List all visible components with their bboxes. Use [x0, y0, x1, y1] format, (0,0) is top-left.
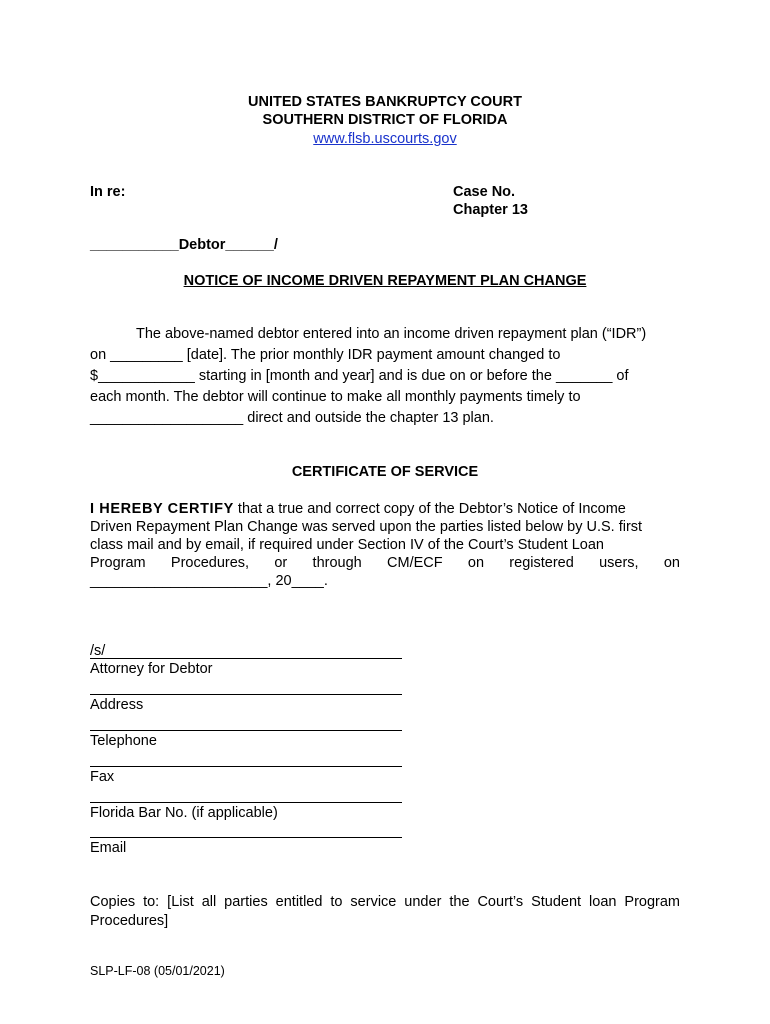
- telephone-label: Telephone: [90, 733, 157, 749]
- email-label: Email: [90, 840, 127, 856]
- fax-label: Fax: [90, 769, 115, 785]
- signature-line: [90, 658, 402, 659]
- debtor-line: ___________Debtor______/: [90, 237, 278, 253]
- certify-lead: I HEREBY CERTIFY: [90, 501, 234, 517]
- certificate-line: [90, 500, 680, 518]
- copies-block: [90, 893, 680, 931]
- email-line: [90, 837, 402, 838]
- notice-line: ___________________ direct and outside the chapter 13 plan.: [90, 410, 494, 426]
- telephone-line: [90, 730, 402, 731]
- chapter-label: Chapter 13: [453, 202, 528, 218]
- certificate-line: ______________________, 20____.: [90, 573, 328, 589]
- certificate-line: class mail and by email, if required under Section IV of the Court’s Student Loan: [90, 537, 604, 553]
- address-line: [90, 694, 402, 695]
- bar-no-line: [90, 802, 402, 803]
- notice-line: $____________ starting in [month and year] and is due on or before the _______ of: [90, 368, 629, 384]
- signature-s: /s/: [90, 643, 106, 659]
- certificate-heading: CERTIFICATE OF SERVICE: [291, 464, 479, 480]
- certificate-line: Program Procedures, or through CM/ECF on registered users, on: [90, 555, 680, 571]
- court-website-link[interactable]: www.flsb.uscourts.gov: [313, 131, 457, 147]
- copies-line: Copies to: [List all parties entitled to service under the Court’s Student loan Program: [90, 894, 680, 910]
- notice-body: [90, 324, 680, 429]
- notice-title: [0, 273, 770, 289]
- district-name: SOUTHERN DISTRICT OF FLORIDA: [262, 112, 508, 128]
- in-re-label: In re:: [90, 184, 126, 200]
- attorney-label: Attorney for Debtor: [90, 661, 213, 677]
- notice-title-text: NOTICE OF INCOME DRIVEN REPAYMENT PLAN CHANGE: [183, 273, 587, 289]
- copies-line: Procedures]: [90, 913, 169, 929]
- form-id: SLP-LF-08 (05/01/2021): [90, 964, 225, 978]
- address-label: Address: [90, 697, 144, 713]
- court-website[interactable]: [0, 131, 770, 147]
- certificate-line: Driven Repayment Plan Change was served upon the parties listed below by U.S. first: [90, 519, 643, 535]
- bar-no-label: Florida Bar No. (if applicable): [90, 805, 278, 821]
- case-no-label: Case No.: [453, 184, 516, 200]
- certificate-body: [90, 500, 680, 590]
- notice-line: on _________ [date]. The prior monthly IDR payment amount changed to: [90, 347, 561, 363]
- notice-line: The above-named debtor entered into an income driven repayment plan (“IDR”): [136, 326, 647, 342]
- notice-line: each month. The debtor will continue to make all monthly payments timely to: [90, 389, 581, 405]
- fax-line: [90, 766, 402, 767]
- court-name: UNITED STATES BANKRUPTCY COURT: [248, 94, 522, 110]
- certify-rest: that a true and correct copy of the Debtor’s Notice of Income: [233, 501, 626, 517]
